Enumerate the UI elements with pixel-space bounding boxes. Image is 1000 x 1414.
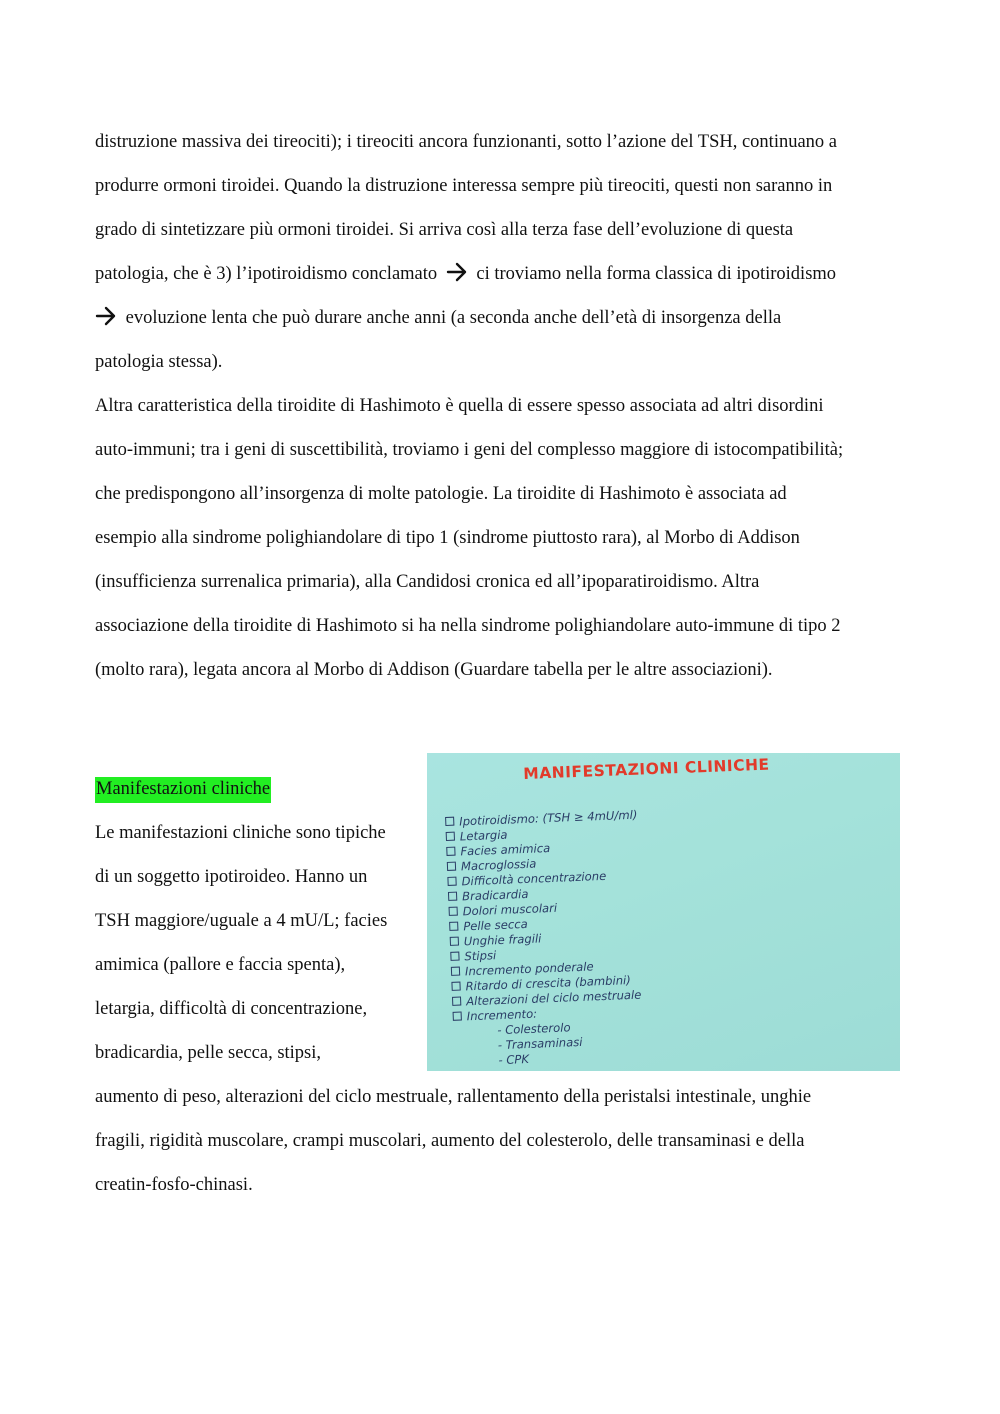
section-line: letargia, difficoltà di concentrazione, bbox=[95, 999, 368, 1019]
right-arrow-icon bbox=[446, 262, 468, 289]
paragraph-2-line-6: associazione della tiroidite di Hashimoto si ha nella sindrome polighiandolare auto-immune di tipo 2 bbox=[95, 616, 841, 636]
paragraph-2-line-4: esempio alla sindrome polighiandolare di tipo 1 (sindrome piuttosto rara), al Morbo di Addison bbox=[95, 528, 800, 548]
paragraph-1-line-6: patologia stessa). bbox=[95, 352, 223, 372]
slide-subitem: - Colesterolo bbox=[497, 1020, 571, 1038]
paragraph-1-line-2: produrre ormoni tiroidei. Quando la distruzione interessa sempre più tireociti, questi non saranno in bbox=[95, 176, 833, 196]
slide-subitem: - Transaminasi bbox=[497, 1034, 583, 1053]
paragraph-2-line-2: auto-immuni; tra i geni di suscettibilità, troviamo i geni del complesso maggiore di istocompatibilità; bbox=[95, 440, 844, 460]
paragraph-2-line-5: (insufficienza surrenalica primaria), alla Candidosi cronica ed all’ipoparatiroidismo. Altra bbox=[95, 572, 760, 592]
checkbox-icon bbox=[446, 847, 455, 856]
checkbox-icon bbox=[446, 832, 455, 841]
slide-item-label: Ritardo di crescita (bambini) bbox=[465, 972, 632, 994]
paragraph-1-line-5 bbox=[95, 306, 781, 333]
section-line: bradicardia, pelle secca, stipsi, bbox=[95, 1043, 322, 1063]
checkbox-icon bbox=[450, 952, 459, 961]
slide-item-label: Dolori muscolari bbox=[462, 900, 558, 919]
slide-item-label: Ipotiroidismo: (TSH ≥ 4mU/ml) bbox=[458, 807, 638, 829]
slide-item-label: Facies amimica bbox=[460, 840, 551, 859]
slide-item-label: Incremento: bbox=[466, 1006, 538, 1024]
paragraph-1-line-3: grado di sintetizzare più ormoni tiroidei. Si arriva così alla terza fase dell’evoluzione di questa bbox=[95, 220, 794, 240]
section-line: fragili, rigidità muscolare, crampi muscolari, aumento del colesterolo, delle transaminasi e della bbox=[95, 1131, 805, 1151]
section-line: creatin-fosfo-chinasi. bbox=[95, 1175, 253, 1195]
slide-item-label: Pelle secca bbox=[463, 916, 528, 934]
slide-item-label: Stipsi bbox=[464, 948, 497, 964]
checkbox-icon bbox=[452, 997, 461, 1006]
checkbox-icon bbox=[453, 1012, 462, 1021]
section-line: TSH maggiore/uguale a 4 mU/L; facies bbox=[95, 911, 388, 931]
paragraph-1-line-5-text: evoluzione lenta che può durare anche anni (a seconda anche dell’età di insorgenza della bbox=[125, 308, 782, 328]
paragraph-1-line-4b: ci troviamo nella forma classica di ipotiroidismo bbox=[476, 264, 837, 284]
paragraph-2-line-1: Altra caratteristica della tiroidite di Hashimoto è quella di essere spesso associata ad altri disordini bbox=[95, 396, 824, 416]
right-arrow-icon bbox=[95, 306, 117, 333]
checkbox-icon bbox=[450, 937, 459, 946]
checkbox-icon bbox=[451, 982, 460, 991]
section-heading-text: Manifestazioni cliniche bbox=[95, 777, 271, 803]
checkbox-icon bbox=[448, 892, 457, 901]
checkbox-icon bbox=[449, 907, 458, 916]
slide-item-label: Letargia bbox=[459, 827, 508, 844]
section-heading bbox=[95, 777, 271, 801]
paragraph-1-line-1: distruzione massiva dei tireociti); i tireociti ancora funzionanti, sotto l’azione del TSH, continuano a bbox=[95, 132, 838, 152]
checkbox-icon bbox=[445, 817, 454, 826]
slide-image bbox=[427, 753, 900, 1071]
paragraph-2-line-3: che predispongono all’insorgenza di molte patologie. La tiroidite di Hashimoto è associata ad bbox=[95, 484, 787, 504]
slide-checklist bbox=[445, 808, 647, 1070]
slide-subitem: - CPK bbox=[498, 1051, 530, 1068]
slide-item-label: Incremento ponderale bbox=[464, 959, 594, 979]
slide-item-label: Bradicardia bbox=[461, 886, 529, 904]
paragraph-2-line-7: (molto rara), legata ancora al Morbo di Addison (Guardare tabella per le altre associazioni). bbox=[95, 660, 773, 680]
paragraph-1-line-4 bbox=[95, 262, 836, 289]
slide-item-label: Macroglossia bbox=[460, 856, 537, 874]
slide-item-label: Alterazioni del ciclo mestruale bbox=[465, 987, 642, 1009]
checkbox-icon bbox=[447, 877, 456, 886]
checkbox-icon bbox=[447, 862, 456, 871]
slide-title: MANIFESTAZIONI CLINICHE bbox=[523, 755, 770, 783]
section-line: di un soggetto ipotiroideo. Hanno un bbox=[95, 867, 368, 887]
section-line: amimica (pallore e faccia spenta), bbox=[95, 955, 346, 975]
slide-item-label: Difficoltà concentrazione bbox=[461, 868, 607, 889]
section-line: Le manifestazioni cliniche sono tipiche bbox=[95, 823, 386, 843]
slide-item-label: Unghie fragili bbox=[463, 931, 542, 949]
checkbox-icon bbox=[449, 922, 458, 931]
checkbox-icon bbox=[451, 967, 460, 976]
paragraph-1-line-4a: patologia, che è 3) l’ipotiroidismo conclamato bbox=[95, 264, 438, 284]
section-line: aumento di peso, alterazioni del ciclo mestruale, rallentamento della peristalsi intestinale, unghie bbox=[95, 1087, 812, 1107]
